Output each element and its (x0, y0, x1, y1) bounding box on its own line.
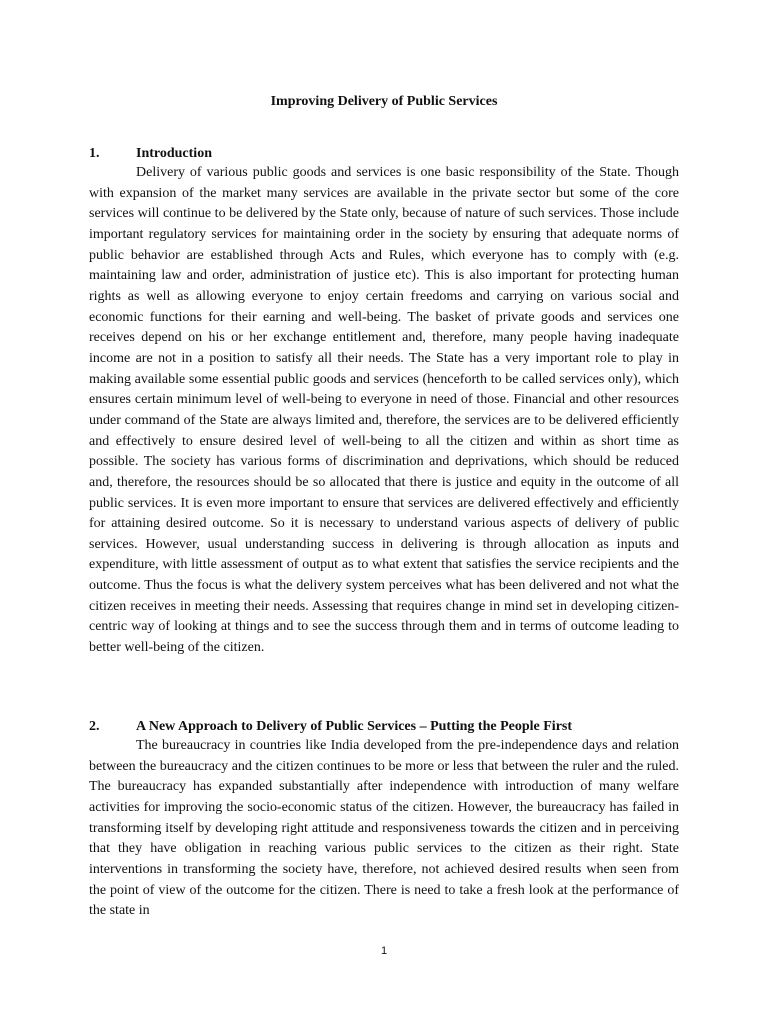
section-number: 2. (89, 719, 100, 734)
section-introduction (89, 145, 679, 659)
section-heading (89, 145, 679, 163)
section-paragraph: The bureaucracy in countries like India developed from the pre-independence days and relation between the bureaucracy and the citizen continues to be more or less that between the ruler and the ruled. The bureaucracy has expanded substantially after independence with introduction of many welfare activities for improving the socio-economic status of the citizen. However, the bureaucracy has failed in transforming itself by developing right attitude and responsiveness towards the citizen and in perceiving that they have obligation in reaching various public services to the citizen as their right. State interventions in transforming the society have, therefore, not achieved desired results when seen from the point of view of the outcome for the citizen. There is need to take a fresh look at the performance of the state in (89, 738, 679, 919)
document-page (89, 0, 679, 1024)
section-title: A New Approach to Delivery of Public Services – Putting the People First (136, 719, 573, 734)
section-paragraph: Delivery of various public goods and services is one basic responsibility of the State. Though with expansion of the market many services are available in the private sector but some of the core services will continue to be delivered by the State only, because of nature of such services. Those include important regulatory services for maintaining order in the society by ensuring that adequate norms of public behavior are established through Acts and Rules, which everyone has to comply with (e.g. maintaining law and order, administration of justice etc). This is also important for protecting human rights as well as allowing everyone to enjoy certain freedoms and carrying on various social and economic functions for their earning and well-being. The basket of private goods and services one receives depend on his or her exchange entitlement and, therefore, many people having inadequate income are not in a position to satisfy all their needs. The State has a very important role to play in making available some essential public goods and services (henceforth to be called services only), which ensures certain minimum level of well-being to everyone in need of those. Financial and other resources under command of the State are always limited and, therefore, the services are to be delivered efficiently and effectively to ensure desired level of well-being to all the citizen and within as short time as possible. The society has various forms of discrimination and deprivations, which should be reduced and, therefore, the resources should be so allocated that there is justice and equity in the outcome of all public services. It is even more important to ensure that services are delivered effectively and efficiently for attaining desired outcome. So it is necessary to understand various aspects of delivery of public services. However, usual understanding success in delivering is through allocation as inputs and expenditure, with little assessment of output as to what extent that satisfies the service recipients and the outcome. Thus the focus is what the delivery system perceives what has been delivered and not what the citizen receives in meeting their needs. Assessing that requires change in mind set in developing citizen-centric way of looking at things and to see the success through them and in terms of outcome leading to better well-being of the citizen. (89, 165, 679, 656)
section-title: Introduction (136, 146, 212, 161)
section-heading (89, 718, 679, 736)
section-number: 1. (89, 146, 100, 161)
section-new-approach (89, 718, 679, 922)
page-number: 1 (380, 945, 388, 957)
document-title: Improving Delivery of Public Services (270, 94, 498, 109)
